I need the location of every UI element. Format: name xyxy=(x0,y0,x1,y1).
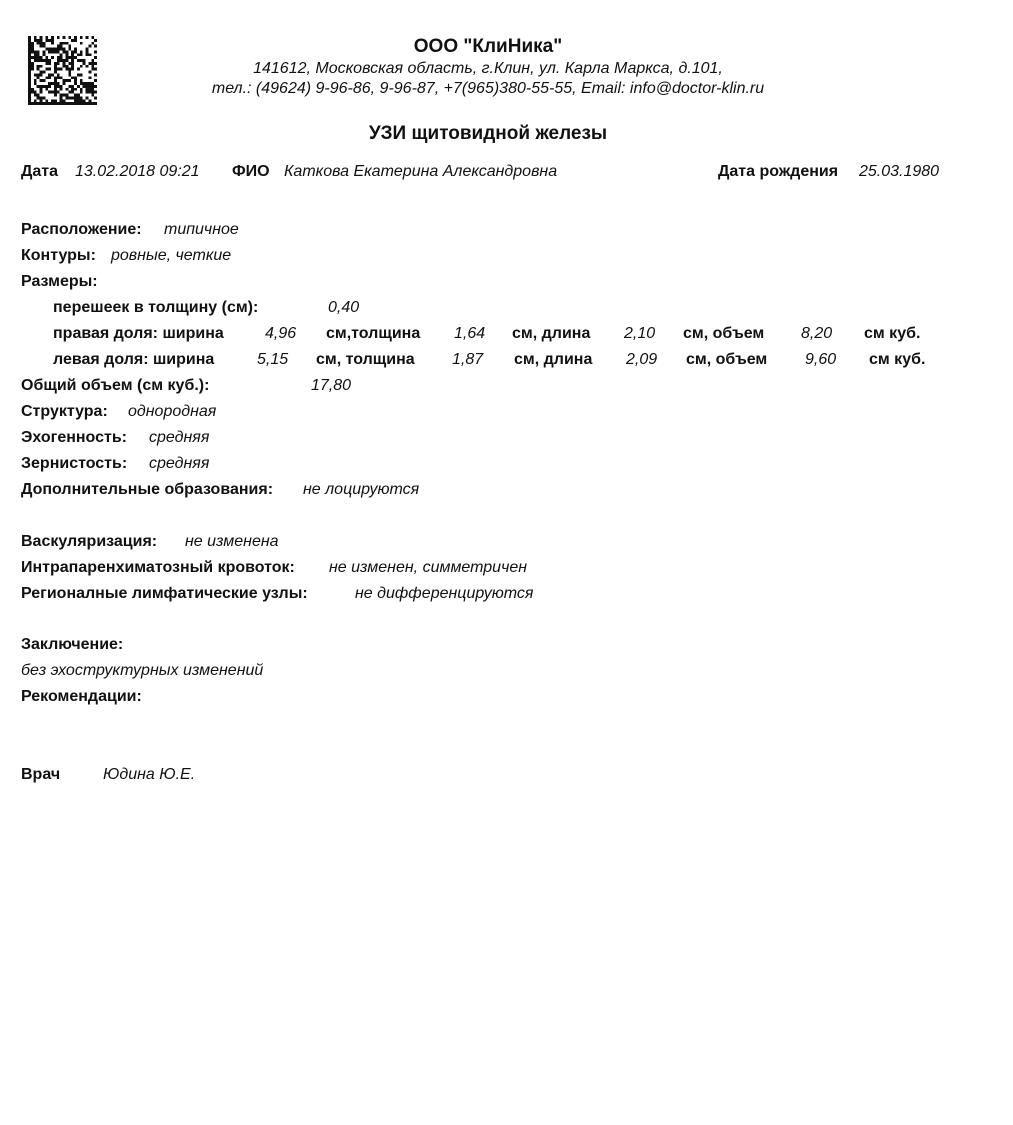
sizes-label: Размеры: xyxy=(21,273,98,290)
right-lobe-volume-label: см, объем xyxy=(683,325,765,342)
vascularization-value: не изменена xyxy=(185,533,279,550)
additional-formations-value: не лоцируются xyxy=(303,481,420,498)
document-title: УЗИ щитовидной железы xyxy=(368,123,608,144)
birth-date-value: 25.03.1980 xyxy=(859,163,940,180)
left-lobe-volume-label: см, объем xyxy=(686,351,768,368)
blood-flow-label: Интрапаренхиматозный кровоток: xyxy=(21,559,295,576)
left-lobe-length-label: см, длина xyxy=(514,351,593,368)
blood-flow-value: не изменен, симметричен xyxy=(329,559,528,576)
right-lobe-length: 2,10 xyxy=(624,325,656,342)
clinic-address: 141612, Московская область, г.Клин, ул. Карла Маркса, д.101, xyxy=(253,60,723,77)
left-lobe-width: 5,15 xyxy=(257,351,289,368)
right-lobe-thickness: 1,64 xyxy=(454,325,486,342)
birth-date-label: Дата рождения xyxy=(718,163,839,180)
date-label: Дата xyxy=(21,163,59,180)
granularity-value: средняя xyxy=(149,455,210,472)
isthmus-label: перешеек в толщину (см): xyxy=(53,299,259,316)
conclusion-label: Заключение: xyxy=(21,636,124,653)
left-lobe-volume: 9,60 xyxy=(805,351,837,368)
additional-formations-label: Дополнительные образования: xyxy=(21,481,274,498)
total-volume-value: 17,80 xyxy=(311,377,352,394)
doctor-label: Врач xyxy=(21,766,61,783)
left-lobe-length: 2,09 xyxy=(626,351,658,368)
doctor-name: Юдина Ю.Е. xyxy=(103,766,196,783)
fio-label: ФИО xyxy=(232,163,270,180)
left-lobe-thickness-label: см, толщина xyxy=(316,351,415,368)
lymph-nodes-label: Регионалные лимфатические узлы: xyxy=(21,585,308,602)
clinic-contacts: тел.: (49624) 9-96-86, 9-96-87, +7(965)380-55-55, Email: info@doctor-klin.ru xyxy=(211,80,765,97)
total-volume-label: Общий объем (см куб.): xyxy=(21,377,210,394)
structure-label: Структура: xyxy=(21,403,108,420)
isthmus-value: 0,40 xyxy=(328,299,360,316)
lymph-nodes-value: не дифференцируются xyxy=(355,585,534,602)
fio-value: Каткова Екатерина Александровна xyxy=(284,163,558,180)
right-lobe-unit: см куб. xyxy=(864,325,921,342)
conclusion-text: без эхоструктурных изменений xyxy=(21,662,264,679)
echogenicity-value: средняя xyxy=(149,429,210,446)
left-lobe-label: левая доля: ширина xyxy=(53,351,215,368)
contours-value: ровные, четкие xyxy=(111,247,232,264)
date-value: 13.02.2018 09:21 xyxy=(75,163,200,180)
contours-label: Контуры: xyxy=(21,247,96,264)
location-label: Расположение: xyxy=(21,221,142,238)
recommendations-label: Рекомендации: xyxy=(21,688,142,705)
right-lobe-length-label: см, длина xyxy=(512,325,591,342)
right-lobe-width: 4,96 xyxy=(265,325,297,342)
right-lobe-volume: 8,20 xyxy=(801,325,833,342)
clinic-name: ООО "КлиНика" xyxy=(413,36,563,57)
location-value: типичное xyxy=(164,221,239,238)
right-lobe-label: правая доля: ширина xyxy=(53,325,224,342)
echogenicity-label: Эхогенность: xyxy=(21,429,128,446)
vascularization-label: Васкуляризация: xyxy=(21,533,158,550)
datamatrix-barcode-icon xyxy=(28,36,97,105)
left-lobe-thickness: 1,87 xyxy=(452,351,484,368)
right-lobe-thickness-label: см,толщина xyxy=(326,325,421,342)
left-lobe-unit: см куб. xyxy=(869,351,926,368)
structure-value: однородная xyxy=(128,403,217,420)
granularity-label: Зернистость: xyxy=(21,455,128,472)
